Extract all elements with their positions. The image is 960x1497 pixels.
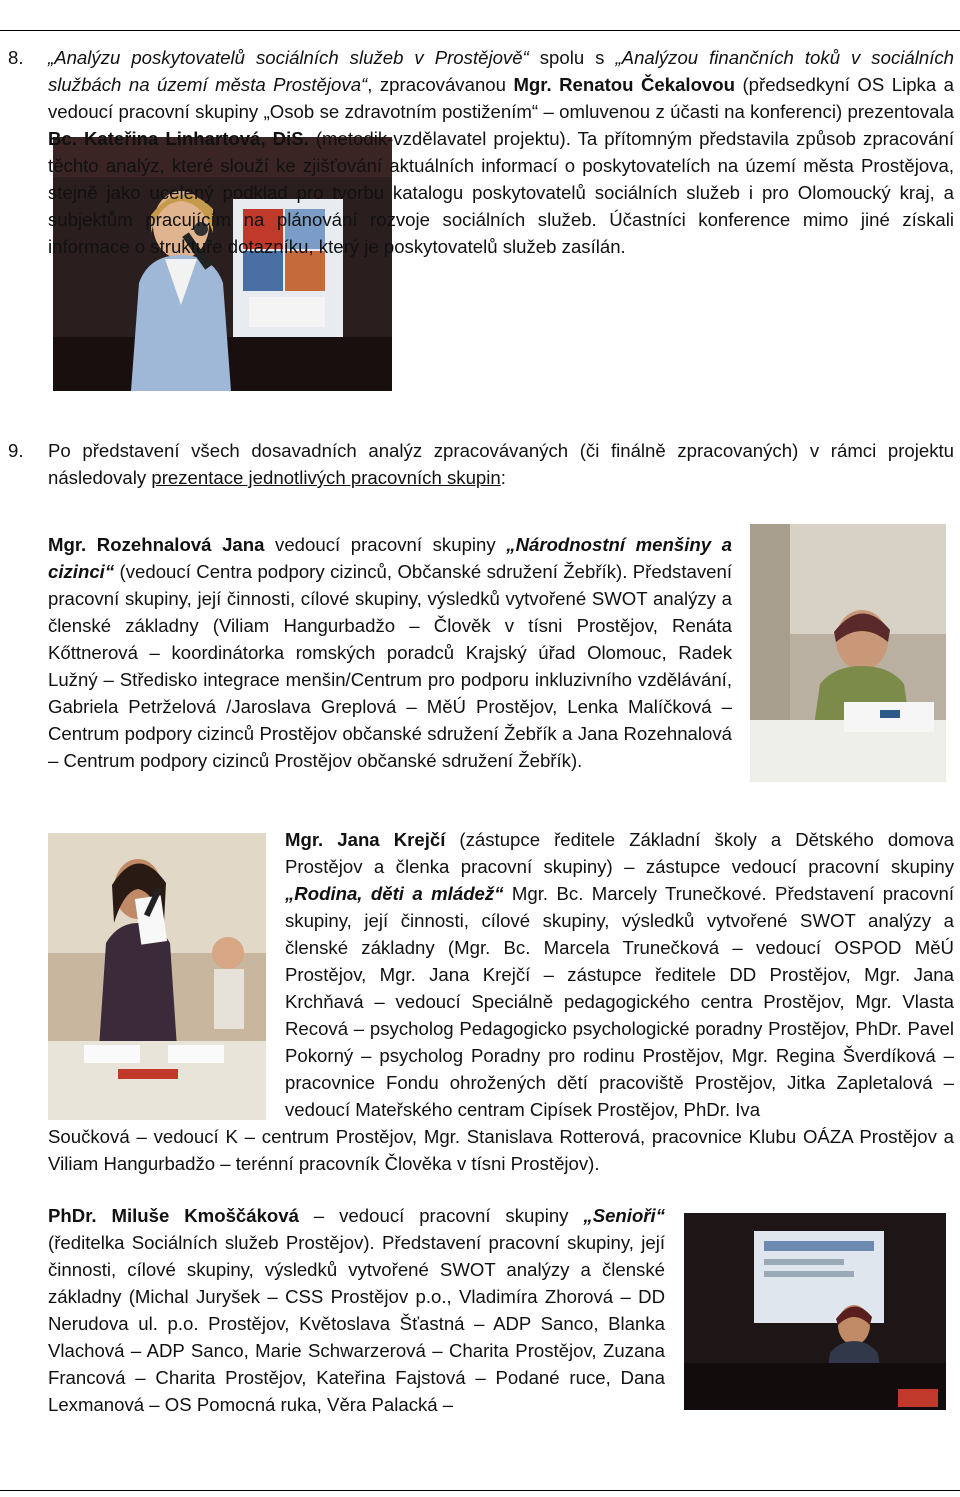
photo-seated-presenter [750,524,946,782]
group-2-continuation: Součková – vedoucí K – centrum Prostějov, Mgr. Stanislava Rotterová, pracovnice Klubu OÁZA Prostějov a Viliam Hangurbadžo – terénní pracovník Člověka v tísni Prostějov). [48,1126,954,1174]
item-8-number: 8. [8,47,24,68]
group-1-title: „Národnostní menšiny a cizinci“ [48,534,732,582]
item-9-number: 9. [8,440,24,461]
presenter-name: Bc. Kateřina Linhartová, DiS. [48,128,309,149]
group-national-minorities: Mgr. Rozehnalová Jana vedoucí pracovní skupiny „Národnostní menšiny a cizinci“ (vedoucí Centra podpory cizinců, Občanské sdružení Žebřík). Představení pracovní skupiny, její činnosti, cílové skupiny, výsledků vytvořené SWOT analýzy a členské základny (Viliam Hangurbadžo – Člověk v tísni Prostějov, Renáta Kőttnerová – koordinátorka romských poradců Krajský úřad Olomouc, Radek Lužný – Středisko integrace menšin/Centrum pro podporu inkluzivního vzdělávání, Gabriela Petrželová /Jaroslava Greplová – MěÚ Prostějov, Lenka Malíčková – Centrum podpory cizinců Prostějov občanské sdružení Žebřík a Jana Rozehnalová – Centrum podpory cizinců Prostějov občanské sdružení Žebřík). [48,534,732,771]
group-2-title: „Rodina, děti a mládež“ [285,883,504,904]
group-family-children-youth: Mgr. Jana Krejčí (zástupce ředitele Základní školy a Dětského domova Prostějov a členka pracovní skupiny) – zástupce vedoucí pracovní skupiny „Rodina, děti a mládež“ Mgr. Bc. Marcely Trunečkové. Představení pracovní skupiny, její činnosti, cílové skupiny, výsledků vytvořené SWOT analýzy a členské základny (Mgr. Bc. Marcela Trunečková – vedoucí OSPOD MěÚ Prostějov, Mgr. Jana Krejčí – zástupce ředitele DD Prostějov, Mgr. Jana Krchňavá – vedoucí Speciálně pedagogického centra Prostějov, Mgr. Vlasta Recová – psycholog Pedagogicko psychologické poradny Prostějov, PhDr. Pavel Pokorný – psycholog Poradny pro rodinu Prostějov, Mgr. Regina Šverdíková – pracovnice Fondu ohrožených dětí pracoviště Prostějov, Jitka Zapletalová – vedoucí Mateřského centram Cipísek Prostějov, PhDr. Iva [285,829,955,1120]
author-name: Mgr. Renatou Čekalovou [513,74,735,95]
group-seniors: PhDr. Miluše Kmoščáková – vedoucí pracovní skupiny „Senioři“ (ředitelka Sociálních služeb Prostějov). Představení pracovní skupiny, její činnosti, cílové skupiny, výsledků vytvořené SWOT analýzy a členské základny (Michal Juryšek – CSS Prostějov p.o., Vladimíra Zhorová – DD Nerudova ul. p.o. Prostějov, Květoslava Šťastná – ADP Sanco, Blanka Vlachová – ADP Sanco, Marie Schwarzerová – Charita Prostějov, Zuzana Francová – Charita Prostějov, Kateřina Fajstová – Podané ruce, Dana Lexmanová – OS Pomocná ruka, Věra Palacká – [48,1205,666,1415]
group-1-leader: Mgr. Rozehnalová Jana [48,534,265,555]
group-3-leader: PhDr. Miluše Kmoščáková [48,1205,299,1226]
item-8-paragraph: „Analýzu poskytovatelů sociálních služeb v Prostějově“ spolu s „Analýzou finančních toků v sociálních službách na území města Prostějova“, zpracovávanou Mgr. Renatou Čekalovou (předsedkyní OS Lipka a vedoucí pracovní skupiny „Osob se zdravotním postižením“ – omluvenou z účasti na konferenci) prezentovala Bc. Kateřina Linhartová, DiS. (metodik-vzdělavatel projektu). Ta přítomným představila způsob zpracování těchto analýz, které slouží ke zjišťování aktuálních informací o poskytovatelích na území města Prostějova, stejně jako ucelený podklad pro tvorbu katalogu poskytovatelů sociálních služeb i pro Olomoucký kraj, a subjektům pracujícím na plánování rozvoje sociálních služeb. Účastníci konference mimo jiné získali informace o struktuře dotazníku, který je poskytovatelů služeb zasílán. [48,47,954,257]
top-rule [0,30,960,31]
item-9-paragraph: Po představení všech dosavadních analýz zpracovávaných (či finálně zpracovaných) v rámci projektu následovaly prezentace jednotlivých pracovních skupin: [48,440,954,488]
group-3-title: „Senioři“ [583,1205,666,1226]
photo-standing-speaker-paper [48,833,266,1120]
photo-presenter-projection [684,1213,946,1410]
group-2-leader: Mgr. Jana Krejčí [285,829,446,850]
bottom-rule [0,1490,960,1491]
